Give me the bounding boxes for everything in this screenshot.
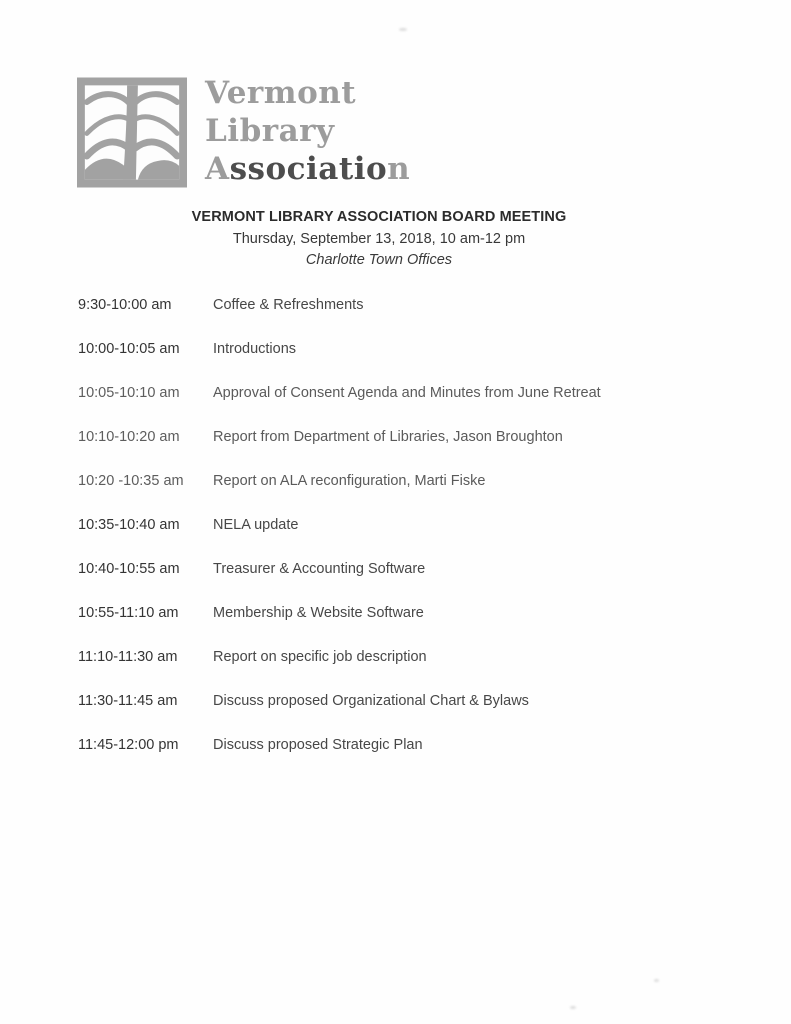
scan-artifact <box>570 1006 576 1009</box>
agenda-row <box>0 649 791 669</box>
scan-artifact <box>654 979 659 982</box>
meeting-title: VERMONT LIBRARY ASSOCIATION BOARD MEETING <box>191 209 567 225</box>
meeting-header <box>0 209 758 268</box>
agenda-time: 10:40-10:55 am <box>78 561 180 577</box>
agenda-row <box>0 561 791 581</box>
logo-line-library: Library <box>205 113 335 149</box>
vla-logo-wordmark <box>205 74 410 188</box>
agenda-topic: Report on specific job description <box>213 649 427 665</box>
agenda-row <box>0 737 791 757</box>
agenda-row <box>0 473 791 493</box>
agenda-topic: Report on ALA reconfiguration, Marti Fiske <box>213 473 486 489</box>
agenda-time: 11:30-11:45 am <box>78 693 178 709</box>
agenda-topic: NELA update <box>213 517 299 533</box>
meeting-location: Charlotte Town Offices <box>305 252 453 268</box>
scan-artifact <box>399 28 407 31</box>
agenda-topic: Treasurer & Accounting Software <box>213 561 426 577</box>
agenda-topic: Discuss proposed Organizational Chart & Bylaws <box>213 693 529 709</box>
agenda-time: 10:20 -10:35 am <box>78 473 184 489</box>
vla-tree-book-logo-icon <box>77 77 187 188</box>
agenda-row <box>0 693 791 713</box>
agenda-row <box>0 517 791 537</box>
agenda-topic: Coffee & Refreshments <box>213 297 364 313</box>
logo-line-vermont: Vermont <box>205 75 357 111</box>
agenda-time: 10:10-10:20 am <box>78 429 180 445</box>
agenda-row <box>0 605 791 625</box>
agenda-topic: Introductions <box>213 341 297 357</box>
meeting-date: Thursday, September 13, 2018, 10 am-12 pm <box>232 231 526 247</box>
agenda-time: 10:05-10:10 am <box>78 385 180 401</box>
agenda-row <box>0 341 791 361</box>
agenda-topic: Approval of Consent Agenda and Minutes from June Retreat <box>213 385 601 401</box>
agenda-topic: Membership & Website Software <box>213 605 424 621</box>
agenda-row <box>0 297 791 317</box>
agenda-topic: Report from Department of Libraries, Jason Broughton <box>213 429 563 445</box>
agenda-row <box>0 429 791 449</box>
logo-line-association: Association <box>205 151 411 187</box>
agenda-time: 10:35-10:40 am <box>78 517 180 533</box>
agenda-topic: Discuss proposed Strategic Plan <box>213 737 423 753</box>
agenda-time: 11:45-12:00 pm <box>78 737 179 753</box>
agenda-time: 10:55-11:10 am <box>78 605 179 621</box>
agenda-time: 9:30-10:00 am <box>78 297 172 313</box>
agenda-row <box>0 385 791 405</box>
agenda-time: 11:10-11:30 am <box>78 649 178 665</box>
agenda-time: 10:00-10:05 am <box>78 341 180 357</box>
